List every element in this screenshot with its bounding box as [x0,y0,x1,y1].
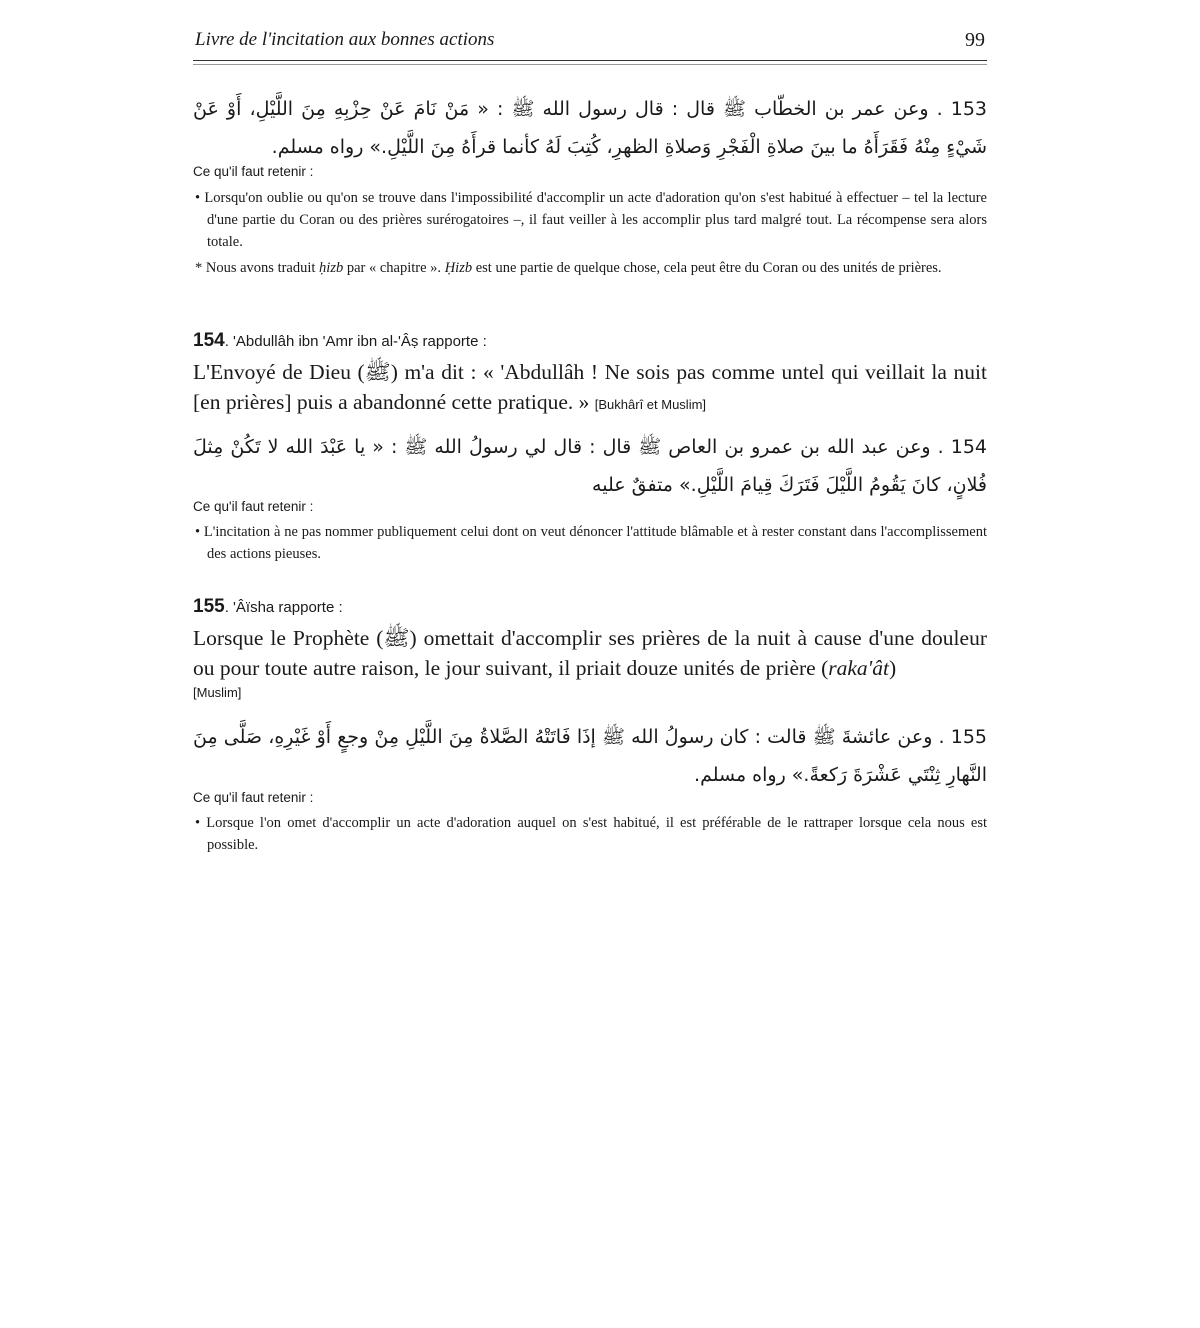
section-153-notes [193,163,987,279]
note-before: * Nous avons traduit [195,260,320,276]
hadith-body-155: Lorsque le Prophète (ﷺ) omettait d'accomplir ses prières de la nuit à cause d'une douleur ou pour toute autre raison, le jour suivant, il priait douze unités de prière ( [193,626,987,680]
section-154-arabic [193,428,987,504]
retenir-bullet-154: • L'incitation à ne pas nommer publiquement celui dont on veut dénoncer l'attitude blâmable et à rester constant dans l'accomplissement des actions pieuses. [195,524,987,562]
arabic-text-154: 154 . وعن عبد الله بن عمرو بن العاص ﷺ قال : قال لي رسولُ الله ﷺ : « يا عَبْدَ الله لا تَكُنْ مِثلَ فُلانٍ، كانَ يَقُومُ اللَّيْلَ فَتَرَكَ قِيامَ اللَّيْلِ.» متفقٌ عليه [193,436,987,496]
hadith-body-154: L'Envoyé de Dieu (ﷺ) m'a dit : « 'Abdullâh ! Ne sois pas comme untel qui veillait la nuit [en prières] puis a abandonné cette pratique. » [193,360,987,414]
page-number: 99 [965,29,985,51]
header-rule [193,60,987,61]
hadith-source-154: [Bukhârî et Muslim] [594,397,707,412]
section-154 [193,330,987,420]
retenir-bullet-155: • Lorsque l'on omet d'accomplir un acte d'adoration auquel on s'est habitué, il est préférable de le rattraper lorsque cela nous est possible. [195,815,987,853]
note-term-hizb-cap: Ḥizb [444,260,473,276]
hadith-narrator-155: . 'Âïsha rapporte : [224,599,343,616]
retenir-bullet-153: • Lorsqu'on oublie ou qu'on se trouve dans l'impossibilité d'accomplir un acte d'adoration qu'on s'est habitué à effectuer – tel la lecture d'une partie du Coran ou des prières surérogatoires –, il faut veiller à les accomplir plus tard malgré tout. La récompense sera alors totale. [195,190,987,250]
section-154-notes [193,498,987,565]
hadith-narrator-154: . 'Abdullâh ibn 'Amr ibn al-'Âṣ rapporte : [224,333,487,350]
hadith-text-155 [193,623,987,683]
section-155-arabic [193,718,987,794]
arabic-text-155: 155 . وعن عائشةَ ﷺ قالت : كان رسولُ الله ﷺ إذَا فَاتَتْهُ الصَّلاةُ مِنَ اللَّيْلِ مِنْ وجعٍ أَوْ غَيْرِهِ، صَلَّى مِنَ النَّهارِ ثِنْتَي عَشْرَةَ رَكعةً.» رواه مسلم. [193,726,987,786]
retenir-label-154: Ce qu'il faut retenir : [193,499,314,514]
running-header [193,27,987,57]
section-153 [193,90,987,166]
hadith-number-154: 154 [193,330,225,351]
note-after: est une partie de quelque chose, cela peut être du Coran ou des unités de prières. [472,260,942,276]
note-term-hizb: ḥizb [319,260,344,276]
section-155 [193,596,987,703]
hadith-body-end-155: ) [889,656,897,680]
retenir-label-155: Ce qu'il faut retenir : [193,790,314,805]
retenir-label-153: Ce qu'il faut retenir : [193,164,314,179]
arabic-text-153: 153 . وعن عمر بن الخطّاب ﷺ قال : قال رسول الله ﷺ : « مَنْ نَامَ عَنْ حِزْبِهِ مِنَ اللَّيْلِ، أَوْ عَنْ شَيْءٍ مِنْهُ فَقَرَأَهُ ما بينَ صلاةِ الْفَجْرِ وَصلاةِ الظهرِ، كُتِبَ لَهُ كأنما قرأَهُ مِنَ اللَّيْلِ.» رواه مسلم. [193,98,987,158]
running-title: Livre de l'incitation aux bonnes actions [195,29,495,50]
header-rule-thin [193,64,987,65]
translation-note [193,257,987,279]
hadith-heading-154 [193,330,987,353]
hadith-term-155: raka'ât [828,656,889,680]
section-155-notes [193,789,987,856]
hadith-heading-155 [193,596,987,619]
hadith-number-155: 155 [193,596,225,617]
hadith-text-154 [193,357,987,420]
note-middle: par « chapitre ». [343,260,445,276]
hadith-source-155: [Muslim] [193,685,242,700]
